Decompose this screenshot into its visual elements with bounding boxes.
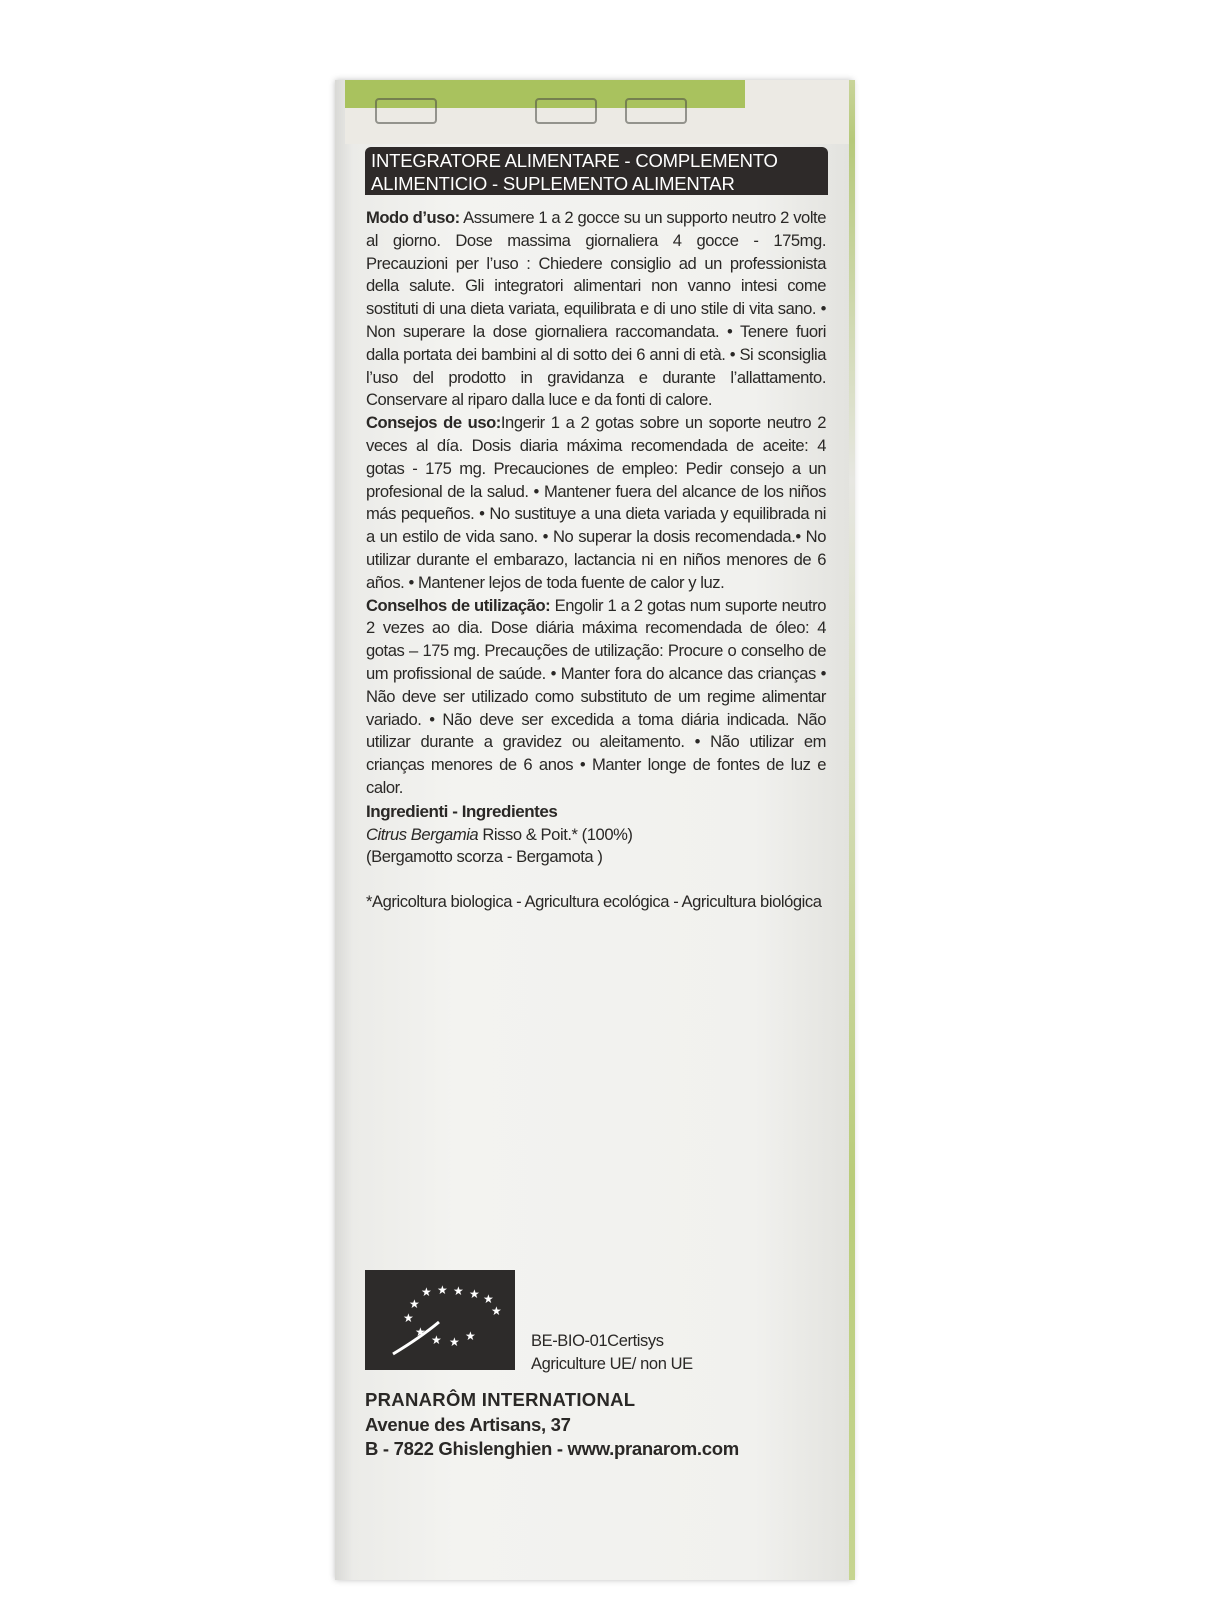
usage-italian-text: Assumere 1 a 2 gocce su un supporto neutro 2 volte al giorno. Dose massima giornaliera 4 gocce - 175mg. Precauzioni per l’uso : Chiedere consiglio ad un professionista della salute. Gli integratori alimentari non vanno intesi come sostituti di una dieta variata, equilibrata e di uno stile di vita sano. • Non superare la dose giornaliera raccomandata. • Tenere fuori dalla portata dei bambini al di sotto dei 6 anni di età. • Si sconsiglia l’uso del prodotto in gravidanza e durante l’allattamento. Conservare al riparo dalla luce e da fonti di calore. [366, 208, 826, 410]
usage-portuguese-label: Conselhos de utilização: [366, 595, 551, 615]
organic-certification [531, 1330, 693, 1376]
usage-spanish-label: Consejos de uso: [366, 413, 501, 433]
ingredients-common-name: (Bergamotto scorza - Bergamota ) [366, 847, 603, 867]
company-city-website: B - 7822 Ghislenghien - www.pranarom.com [365, 1438, 739, 1459]
header-line-1: INTEGRATORE ALIMENTARE - COMPLEMENTO [371, 150, 778, 171]
svg-text:★: ★ [491, 1304, 502, 1318]
ingredients-title: Ingredienti - Ingredientes [366, 801, 558, 821]
top-flap-reversed-mark [375, 98, 437, 124]
eu-organic-leaf-icon [365, 1270, 515, 1370]
header-line-2: ALIMENTICIO - SUPLEMENTO ALIMENTAR [371, 173, 735, 194]
usage-italian-label: Modo d’uso: [366, 208, 460, 227]
svg-text:★: ★ [431, 1333, 442, 1347]
svg-text:★: ★ [449, 1335, 460, 1349]
svg-text:★: ★ [409, 1297, 420, 1311]
svg-text:★: ★ [415, 1325, 426, 1339]
certification-origin: Agriculture UE/ non UE [531, 1355, 693, 1373]
organic-footnote: *Agricoltura biologica - Agricultura ecológica - Agricultura biológica [366, 892, 822, 912]
ingredients-species [366, 824, 826, 847]
company-address [365, 1388, 739, 1462]
svg-text:★: ★ [403, 1311, 414, 1325]
svg-text:★: ★ [453, 1284, 464, 1298]
svg-text:★: ★ [469, 1287, 480, 1301]
product-category-header [365, 147, 828, 195]
svg-text:★: ★ [483, 1292, 494, 1306]
certification-code: BE-BIO-01Certisys [531, 1332, 664, 1350]
top-flap [345, 80, 851, 144]
usage-portuguese [366, 595, 826, 800]
top-flap-reversed-mark [535, 98, 597, 124]
company-name: PRANARÔM INTERNATIONAL [365, 1389, 636, 1410]
usage-spanish [366, 412, 826, 594]
package-side-edge [849, 80, 855, 1580]
company-street: Avenue des Artisans, 37 [365, 1413, 571, 1435]
top-flap-reversed-mark [625, 98, 687, 124]
ingredients-species-name: Citrus Bergamia [366, 824, 479, 844]
usage-italian [366, 207, 826, 412]
svg-text:★: ★ [421, 1285, 432, 1299]
usage-portuguese-text: Engolir 1 a 2 gotas num suporte neutro 2 vezes ao dia. Dose diária máxima recomendada de óleo: 4 gotas – 175 mg. Precauções de utilização: Procure o conselho de um profissional de saúde. • Manter fora do alcance das crianças • Não deve ser utilizado como substituto de um regime alimentar variado. • Não deve ser excedida a toma diária indicada. Não utilizar durante a gravidez ou aleitamento. • Não utilizar em crianças menores de 6 anos • Manter longe de fontes de luz e calor. [366, 595, 826, 797]
svg-text:★: ★ [437, 1283, 448, 1297]
ingredients-species-rest: Risso & Poit.* (100%) [478, 824, 633, 844]
usage-spanish-text: Ingerir 1 a 2 gotas sobre un soporte neutro 2 veces al día. Dosis diaria máxima recomendada de aceite: 4 gotas - 175 mg. Precauciones de empleo: Pedir consejo a un profesional de la salud. • Mantener fuera del alcance de los niños más pequeños. • No sustituye a una dieta variada y equilibrada ni a un estilo de vida sano. • No superar la dosis recomendada.• No utilizar durante el embarazo, lactancia ni en niños menores de 6 años. • Mantener lejos de toda fuente de calor y luz. [366, 413, 826, 592]
eu-organic-leaf-icon [365, 1270, 515, 1370]
svg-text:★: ★ [465, 1329, 476, 1343]
label-content [366, 207, 826, 914]
